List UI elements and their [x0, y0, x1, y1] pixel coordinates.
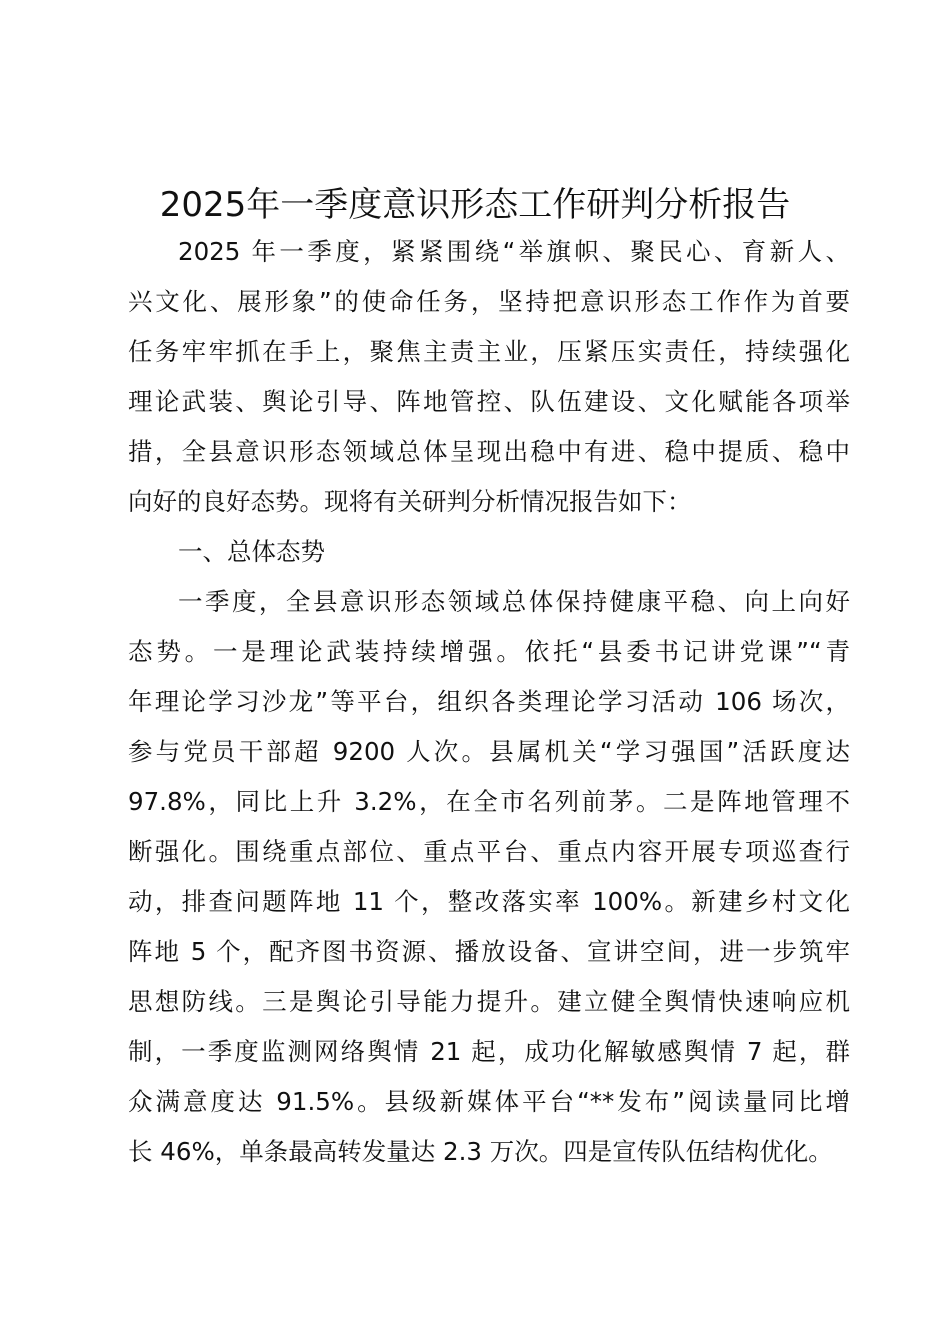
section-line: 97.8%，同比上升 3.2%，在全市名列前茅。二是阵地管理不 — [128, 787, 850, 816]
section-line: 众满意度达 91.5%。县级新媒体平台“**发布”阅读量同比增 — [128, 1087, 850, 1116]
intro-line: 向好的良好态势。现将有关研判分析情况报告如下： — [128, 487, 692, 516]
section-line: 态势。一是理论武装持续增强。依托“县委书记讲党课”“青 — [128, 637, 850, 666]
section-line: 一季度，全县意识形态领域总体保持健康平稳、向上向好 — [178, 587, 850, 616]
section-line: 动，排查问题阵地 11 个，整改落实率 100%。新建乡村文化 — [128, 887, 850, 916]
intro-line: 兴文化、展形象”的使命任务，坚持把意识形态工作作为首要 — [128, 287, 850, 316]
section-line: 制，一季度监测网络舆情 21 起，成功化解敏感舆情 7 起，群 — [128, 1037, 850, 1066]
intro-line: 措，全县意识形态领域总体呈现出稳中有进、稳中提质、稳中 — [128, 437, 850, 466]
document-title: 2025年一季度意识形态工作研判分析报告 — [159, 185, 791, 225]
section-heading: 一、总体态势 — [178, 537, 325, 566]
intro-line: 理论武装、舆论引导、阵地管控、队伍建设、文化赋能各项举 — [128, 387, 850, 416]
section-line: 参与党员干部超 9200 人次。县属机关“学习强国”活跃度达 — [128, 737, 850, 766]
section-line: 长 46%，单条最高转发量达 2.3 万次。四是宣传队伍结构优化。 — [128, 1137, 833, 1166]
section-line: 思想防线。三是舆论引导能力提升。建立健全舆情快速响应机 — [128, 987, 850, 1016]
document-body — [128, 227, 850, 1177]
intro-line: 2025 年一季度，紧紧围绕“举旗帜、聚民心、育新人、 — [178, 237, 850, 266]
section-line: 断强化。围绕重点部位、重点平台、重点内容开展专项巡查行 — [128, 837, 850, 866]
section-line: 阵地 5 个，配齐图书资源、播放设备、宣讲空间，进一步筑牢 — [128, 937, 850, 966]
section-line: 年理论学习沙龙”等平台，组织各类理论学习活动 106 场次， — [128, 687, 850, 716]
intro-line: 任务牢牢抓在手上，聚焦主责主业，压紧压实责任，持续强化 — [128, 337, 850, 366]
